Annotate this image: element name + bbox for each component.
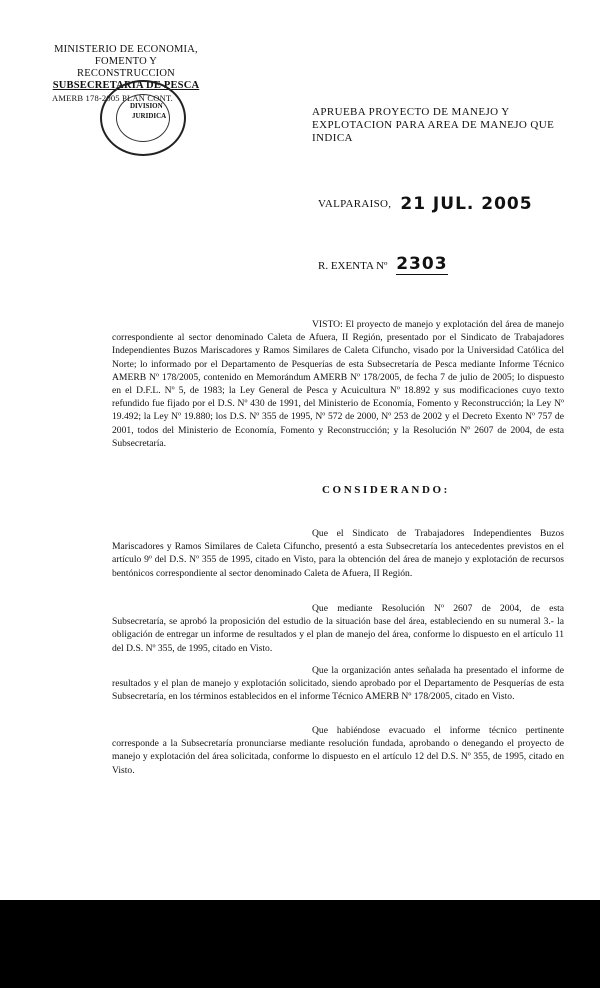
stamp-text-division: DIVISION (130, 102, 163, 110)
resolution-number: 2303 (396, 254, 448, 274)
visto-text: El proyecto de manejo y explotación del área de manejo correspondiente al sector denominado Caleta de Afuera, II Región, presentado por el Sindicato de Trabajadores Independientes Buzos Mariscadores y Ramos Similares de Caleta Cifuncho, visado por la Universidad Católica del Norte; lo informado por el Departamento de Pesquerías de esta Subsecretaría de Pesca mediante Informe Técnico AMERB Nº 178/2005, contenido en Memorándum AMERB Nº 178/2005, de fecha 7 de julio de 2005; lo dispuesto en el D.F.L. Nº 5, de 1983; la Ley General de Pesca y Acuicultura Nº 18.892 y sus modificaciones cuyo texto refundido fue fijado por el D.S. Nº 430 de 1991, del Ministerio de Economía, Fomento y Reconstrucción; la Ley Nº 19.492; la Ley Nº 19.880; los D.S. Nº 355 de 1995, Nº 572 de 2000, Nº 253 de 2002 y el Decreto Exento Nº 757 de 2001, todos del Ministerio de Economía, Fomento y Reconstrucción; y la Resolución Nº 2607 de 2004, de esta Subsecretaría. (112, 319, 564, 449)
considerando-item (112, 602, 564, 655)
considerando-item (112, 724, 564, 777)
considerando-item (112, 527, 564, 580)
date-stamp: 21 JUL. 2005 (400, 194, 533, 214)
considerando-text: Que habiéndose evacuado el informe técnico pertinente corresponde a la Subsecretaría pronunciarse mediante resolución fundada, aprobando o denegando el proyecto de manejo y explotación del área solicitada, conforme lo dispuesto en el artículo 12 del D.S. Nº 355, de 1995, citado en Visto. (112, 725, 564, 776)
ministry-name: MINISTERIO DE ECONOMIA, (54, 44, 198, 55)
considerando-item (112, 664, 564, 704)
resolution-label: R. EXENTA Nº (318, 260, 388, 272)
resolution-title: APRUEBA PROYECTO DE MANEJO Y EXPLOTACION PARA AREA DE MANEJO QUE INDICA (312, 106, 555, 144)
considerando-heading: CONSIDERANDO: (322, 484, 450, 496)
date-line (318, 192, 533, 212)
considerando-text: Que la organización antes señalada ha presentado el informe de resultados y el plan de manejo y explotación solicitado, siendo aprobado por el Departamento de Pesquerías de esta Subsecretaría, en los términos establecidos en el informe Técnico AMERB Nº 178/2005, citado en Visto. (112, 665, 564, 703)
scan-margin (0, 900, 600, 988)
date-place: VALPARAISO, (318, 198, 392, 210)
considerando-text: Que el Sindicato de Trabajadores Independientes Buzos Mariscadores y Ramos Similares de Caleta Cifuncho, presentó a esta Subsecretaría los antecedentes previstos en el artículo 9º del D.S. Nº 355 de 1995, citado en Visto, para la obtención del área de manejo y explotación de recursos bentónicos correspondiente al sector denominado Caleta de Afuera, II Región. (112, 528, 564, 579)
subsecretaria-name: SUBSECRETARIA DE PESCA (52, 80, 200, 91)
visto-paragraph (112, 318, 564, 450)
reference-code: AMERB 178-2005 PLAN CONT. (52, 93, 174, 103)
stamp-text-juridica: JURIDICA (132, 112, 167, 120)
ministry-name-cont: FOMENTO Y RECONSTRUCCION (77, 56, 175, 79)
considerando-text: Que mediante Resolución Nº 2607 de 2004, de esta Subsecretaría, se aprobó la proposición del estudio de la situación base del área, estableciendo en su numeral 3.- la obligación de entregar un informe de resultados y el plan de manejo del área, conforme lo dispuesto en el artículo 11 del D.S. Nº 355, de 1995, citado en Visto. (112, 603, 564, 654)
resolution-number-line (318, 254, 448, 274)
official-stamp (100, 80, 186, 156)
visto-label: VISTO: (312, 319, 343, 330)
